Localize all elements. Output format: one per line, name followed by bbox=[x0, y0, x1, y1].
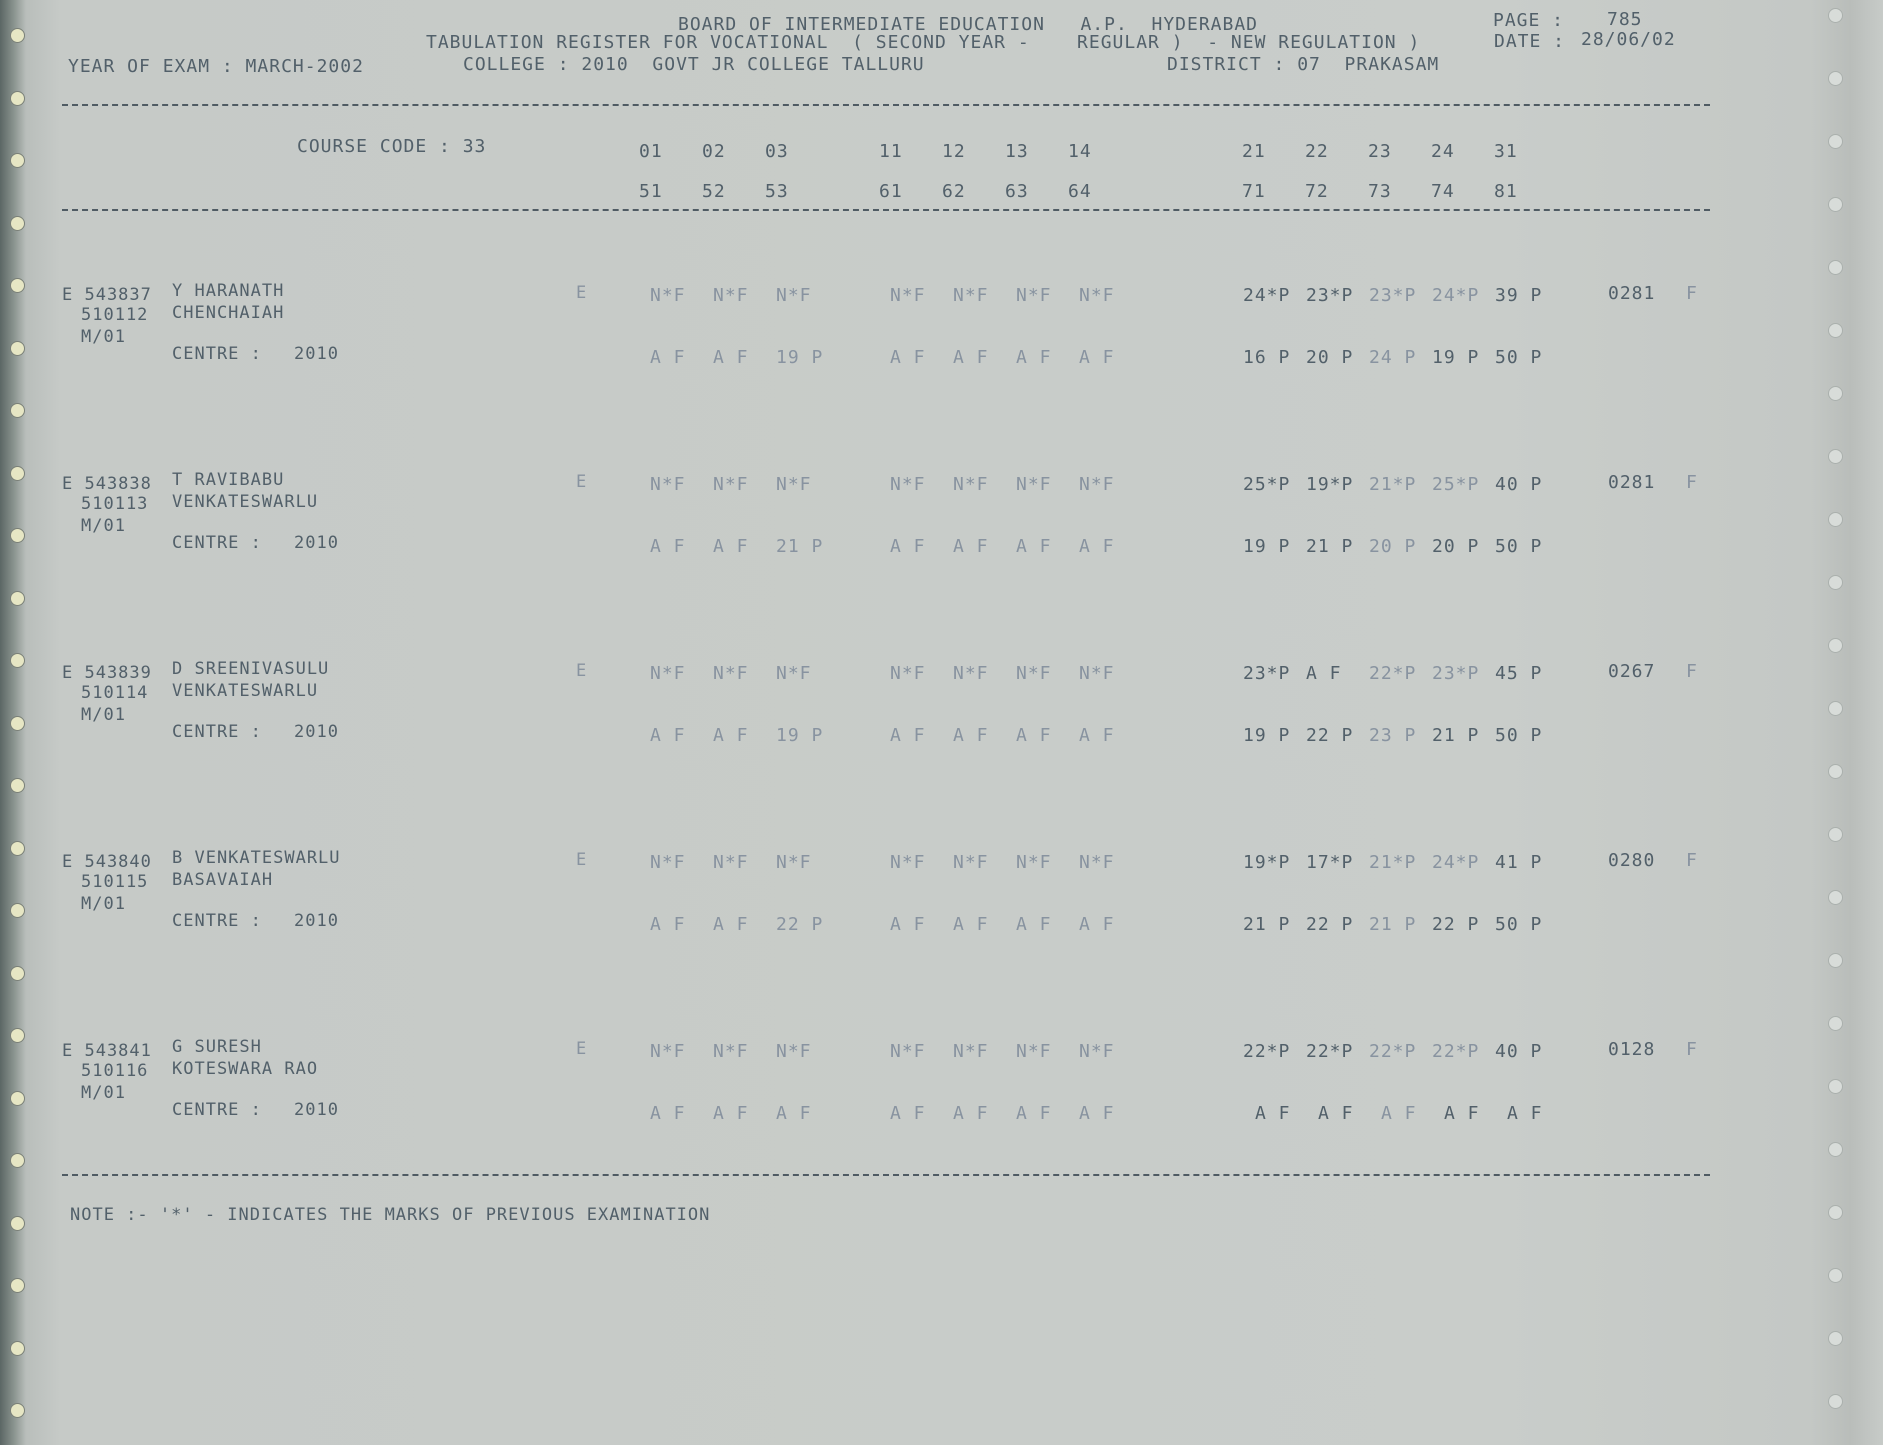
register-title: TABULATION REGISTER FOR VOCATIONAL ( SECOND YEAR - REGULAR ) - NEW REGULATION ) bbox=[426, 32, 1421, 53]
mark-cell: N*F bbox=[1079, 474, 1115, 495]
binder-hole bbox=[10, 1091, 25, 1106]
mark-cell: A F bbox=[1079, 347, 1115, 368]
total-marks: 0281 bbox=[1608, 283, 1656, 304]
mark-cell: N*F bbox=[953, 285, 989, 306]
hall-ticket-number: E 543840 bbox=[62, 852, 152, 872]
mark-cell: 40 P bbox=[1495, 474, 1543, 495]
mark-cell: N*F bbox=[1016, 474, 1052, 495]
result-status: F bbox=[1686, 283, 1698, 304]
binder-hole bbox=[10, 591, 25, 606]
subject-code: 64 bbox=[1068, 181, 1092, 202]
mark-cell: A F bbox=[1381, 1103, 1417, 1124]
mark-cell: A F bbox=[1444, 1103, 1480, 1124]
mark-cell: A F bbox=[953, 725, 989, 746]
perforation-hole bbox=[1828, 197, 1843, 212]
subject-code: 01 bbox=[639, 141, 663, 162]
mark-cell: 50 P bbox=[1495, 725, 1543, 746]
binder-hole bbox=[10, 778, 25, 793]
binder-hole bbox=[10, 466, 25, 481]
total-marks: 0281 bbox=[1608, 472, 1656, 493]
perforation-hole bbox=[1828, 764, 1843, 779]
column-header-divider bbox=[62, 209, 1710, 211]
result-status: F bbox=[1686, 1039, 1698, 1060]
mark-cell: 16 P bbox=[1243, 347, 1291, 368]
category-code: M/01 bbox=[81, 894, 126, 914]
perforation-hole bbox=[1828, 953, 1843, 968]
mark-cell: 23 P bbox=[1369, 725, 1417, 746]
centre-label: CENTRE : bbox=[172, 1100, 262, 1120]
mark-cell: 50 P bbox=[1495, 347, 1543, 368]
mark-cell: 19 P bbox=[776, 725, 824, 746]
mark-cell: 25*P bbox=[1432, 474, 1480, 495]
exam-code: E bbox=[576, 283, 588, 303]
mark-cell: 20 P bbox=[1306, 347, 1354, 368]
mark-cell: A F bbox=[1079, 914, 1115, 935]
mark-cell: 50 P bbox=[1495, 914, 1543, 935]
mark-cell: N*F bbox=[1016, 852, 1052, 873]
subject-code: 62 bbox=[942, 181, 966, 202]
binder-hole bbox=[10, 966, 25, 981]
binder-hole bbox=[10, 1153, 25, 1168]
mark-cell: N*F bbox=[776, 474, 812, 495]
mark-cell: A F bbox=[953, 914, 989, 935]
father-name: BASAVAIAH bbox=[172, 870, 274, 890]
mark-cell: A F bbox=[1079, 725, 1115, 746]
subject-code: 12 bbox=[942, 141, 966, 162]
register-number: 510112 bbox=[81, 305, 149, 325]
perforation-hole bbox=[1828, 701, 1843, 716]
mark-cell: 19*P bbox=[1243, 852, 1291, 873]
subject-code: 02 bbox=[702, 141, 726, 162]
category-code: M/01 bbox=[81, 705, 126, 725]
subject-code: 21 bbox=[1242, 141, 1266, 162]
perforation-hole bbox=[1828, 638, 1843, 653]
mark-cell: N*F bbox=[776, 1041, 812, 1062]
mark-cell: N*F bbox=[1079, 852, 1115, 873]
mark-cell: 22 P bbox=[776, 914, 824, 935]
perforation-hole bbox=[1828, 890, 1843, 905]
mark-cell: A F bbox=[650, 725, 686, 746]
subject-code: 72 bbox=[1305, 181, 1329, 202]
mark-cell: 23*P bbox=[1243, 663, 1291, 684]
mark-cell: 22*P bbox=[1243, 1041, 1291, 1062]
hall-ticket-number: E 543838 bbox=[62, 474, 152, 494]
total-marks: 0267 bbox=[1608, 661, 1656, 682]
mark-cell: A F bbox=[890, 536, 926, 557]
mark-cell: N*F bbox=[776, 852, 812, 873]
binder-hole bbox=[10, 1278, 25, 1293]
mark-cell: 19 P bbox=[776, 347, 824, 368]
mark-cell: N*F bbox=[890, 1041, 926, 1062]
mark-cell: 22*P bbox=[1369, 1041, 1417, 1062]
mark-cell: N*F bbox=[1079, 663, 1115, 684]
centre-code: 2010 bbox=[294, 911, 339, 931]
result-status: F bbox=[1686, 850, 1698, 871]
centre-label: CENTRE : bbox=[172, 911, 262, 931]
subject-code: 81 bbox=[1494, 181, 1518, 202]
mark-cell: 17*P bbox=[1306, 852, 1354, 873]
mark-cell: N*F bbox=[1079, 285, 1115, 306]
perforation-hole bbox=[1828, 1331, 1843, 1346]
mark-cell: N*F bbox=[890, 852, 926, 873]
centre-label: CENTRE : bbox=[172, 344, 262, 364]
binder-hole bbox=[10, 153, 25, 168]
mark-cell: N*F bbox=[953, 852, 989, 873]
father-name: KOTESWARA RAO bbox=[172, 1059, 319, 1079]
page-number: 785 bbox=[1607, 9, 1643, 30]
mark-cell: A F bbox=[713, 914, 749, 935]
mark-cell: N*F bbox=[1016, 1041, 1052, 1062]
centre-code: 2010 bbox=[294, 1100, 339, 1120]
centre-code: 2010 bbox=[294, 722, 339, 742]
binder-hole bbox=[10, 1341, 25, 1356]
mark-cell: 22 P bbox=[1306, 914, 1354, 935]
perforation-hole bbox=[1828, 575, 1843, 590]
subject-code: 51 bbox=[639, 181, 663, 202]
mark-cell: N*F bbox=[650, 663, 686, 684]
binder-hole bbox=[10, 278, 25, 293]
mark-cell: 21 P bbox=[1306, 536, 1354, 557]
perforation-hole bbox=[1828, 260, 1843, 275]
mark-cell: 21 P bbox=[1369, 914, 1417, 935]
subject-code: 24 bbox=[1431, 141, 1455, 162]
mark-cell: 40 P bbox=[1495, 1041, 1543, 1062]
mark-cell: A F bbox=[890, 1103, 926, 1124]
mark-cell: 45 P bbox=[1495, 663, 1543, 684]
board-title: BOARD OF INTERMEDIATE EDUCATION A.P. HYDERABAD bbox=[678, 14, 1259, 35]
mark-cell: 39 P bbox=[1495, 285, 1543, 306]
subject-code: 23 bbox=[1368, 141, 1392, 162]
perforation-hole bbox=[1828, 71, 1843, 86]
student-name: D SREENIVASULU bbox=[172, 659, 330, 679]
category-code: M/01 bbox=[81, 327, 126, 347]
mark-cell: N*F bbox=[1079, 1041, 1115, 1062]
student-name: Y HARANATH bbox=[172, 281, 285, 301]
student-name: G SURESH bbox=[172, 1037, 262, 1057]
binder-hole bbox=[10, 716, 25, 731]
mark-cell: A F bbox=[1016, 536, 1052, 557]
perforation-hole bbox=[1828, 1394, 1843, 1409]
father-name: VENKATESWARLU bbox=[172, 492, 319, 512]
binder-hole bbox=[10, 91, 25, 106]
subject-code: 14 bbox=[1068, 141, 1092, 162]
binder-hole bbox=[10, 653, 25, 668]
subject-code: 11 bbox=[879, 141, 903, 162]
perforation-hole bbox=[1828, 8, 1843, 23]
mark-cell: 23*P bbox=[1306, 285, 1354, 306]
mark-cell: A F bbox=[650, 914, 686, 935]
mark-cell: A F bbox=[1016, 1103, 1052, 1124]
mark-cell: N*F bbox=[713, 1041, 749, 1062]
mark-cell: A F bbox=[953, 536, 989, 557]
page-label: PAGE : bbox=[1493, 10, 1565, 31]
perforation-hole bbox=[1828, 512, 1843, 527]
result-status: F bbox=[1686, 661, 1698, 682]
mark-cell: A F bbox=[650, 1103, 686, 1124]
perforation-hole bbox=[1828, 827, 1843, 842]
student-name: B VENKATESWARLU bbox=[172, 848, 341, 868]
college-info: COLLEGE : 2010 GOVT JR COLLEGE TALLURU bbox=[463, 54, 925, 75]
mark-cell: N*F bbox=[650, 285, 686, 306]
year-of-exam: YEAR OF EXAM : MARCH-2002 bbox=[68, 56, 364, 77]
mark-cell: A F bbox=[953, 347, 989, 368]
district-info: DISTRICT : 07 PRAKASAM bbox=[1167, 54, 1440, 75]
subject-code: 63 bbox=[1005, 181, 1029, 202]
mark-cell: N*F bbox=[953, 1041, 989, 1062]
perforation-hole bbox=[1828, 449, 1843, 464]
binder-hole bbox=[10, 1216, 25, 1231]
mark-cell: A F bbox=[1306, 663, 1342, 684]
exam-code: E bbox=[576, 472, 588, 492]
footnote: NOTE :- '*' - INDICATES THE MARKS OF PREVIOUS EXAMINATION bbox=[70, 1205, 711, 1225]
hall-ticket-number: E 543837 bbox=[62, 285, 152, 305]
perforation-hole bbox=[1828, 1205, 1843, 1220]
mark-cell: A F bbox=[650, 536, 686, 557]
mark-cell: 24*P bbox=[1243, 285, 1291, 306]
perforation-hole bbox=[1828, 1079, 1843, 1094]
exam-code: E bbox=[576, 850, 588, 870]
mark-cell: 21 P bbox=[776, 536, 824, 557]
subject-code: 71 bbox=[1242, 181, 1266, 202]
subject-code: 31 bbox=[1494, 141, 1518, 162]
mark-cell: A F bbox=[713, 347, 749, 368]
centre-label: CENTRE : bbox=[172, 722, 262, 742]
register-number: 510116 bbox=[81, 1061, 149, 1081]
binder-hole bbox=[10, 341, 25, 356]
mark-cell: N*F bbox=[713, 663, 749, 684]
mark-cell: 19 P bbox=[1243, 725, 1291, 746]
mark-cell: A F bbox=[1079, 1103, 1115, 1124]
centre-label: CENTRE : bbox=[172, 533, 262, 553]
father-name: VENKATESWARLU bbox=[172, 681, 319, 701]
binder-hole bbox=[10, 1028, 25, 1043]
total-marks: 0128 bbox=[1608, 1039, 1656, 1060]
register-number: 510113 bbox=[81, 494, 149, 514]
mark-cell: A F bbox=[953, 1103, 989, 1124]
category-code: M/01 bbox=[81, 1083, 126, 1103]
student-name: T RAVIBABU bbox=[172, 470, 285, 490]
mark-cell: 24*P bbox=[1432, 852, 1480, 873]
mark-cell: N*F bbox=[776, 285, 812, 306]
perforation-hole bbox=[1828, 1016, 1843, 1031]
mark-cell: N*F bbox=[650, 1041, 686, 1062]
mark-cell: 19*P bbox=[1306, 474, 1354, 495]
mark-cell: N*F bbox=[890, 285, 926, 306]
exam-code: E bbox=[576, 661, 588, 681]
mark-cell: 41 P bbox=[1495, 852, 1543, 873]
binder-hole bbox=[10, 216, 25, 231]
mark-cell: 24*P bbox=[1432, 285, 1480, 306]
mark-cell: 20 P bbox=[1432, 536, 1480, 557]
mark-cell: N*F bbox=[713, 852, 749, 873]
subject-code: 52 bbox=[702, 181, 726, 202]
mark-cell: 21*P bbox=[1369, 852, 1417, 873]
mark-cell: N*F bbox=[776, 663, 812, 684]
mark-cell: A F bbox=[890, 725, 926, 746]
footer-divider bbox=[62, 1174, 1710, 1176]
mark-cell: N*F bbox=[713, 285, 749, 306]
course-code: COURSE CODE : 33 bbox=[297, 136, 487, 157]
mark-cell: 22*P bbox=[1306, 1041, 1354, 1062]
father-name: CHENCHAIAH bbox=[172, 303, 285, 323]
subject-code: 74 bbox=[1431, 181, 1455, 202]
centre-code: 2010 bbox=[294, 533, 339, 553]
subject-code: 73 bbox=[1368, 181, 1392, 202]
mark-cell: 22*P bbox=[1369, 663, 1417, 684]
header-divider bbox=[62, 104, 1710, 106]
register-number: 510115 bbox=[81, 872, 149, 892]
mark-cell: A F bbox=[776, 1103, 812, 1124]
mark-cell: A F bbox=[1016, 725, 1052, 746]
mark-cell: N*F bbox=[890, 663, 926, 684]
binder-hole bbox=[10, 528, 25, 543]
category-code: M/01 bbox=[81, 516, 126, 536]
mark-cell: 22*P bbox=[1432, 1041, 1480, 1062]
print-date: 28/06/02 bbox=[1581, 29, 1676, 50]
subject-code: 13 bbox=[1005, 141, 1029, 162]
binder-hole bbox=[10, 1403, 25, 1418]
mark-cell: N*F bbox=[953, 663, 989, 684]
mark-cell: N*F bbox=[650, 852, 686, 873]
mark-cell: A F bbox=[1079, 536, 1115, 557]
mark-cell: 22 P bbox=[1432, 914, 1480, 935]
mark-cell: A F bbox=[890, 914, 926, 935]
hall-ticket-number: E 543841 bbox=[62, 1041, 152, 1061]
exam-code: E bbox=[576, 1039, 588, 1059]
mark-cell: 21 P bbox=[1432, 725, 1480, 746]
subject-code: 03 bbox=[765, 141, 789, 162]
mark-cell: A F bbox=[1016, 347, 1052, 368]
total-marks: 0280 bbox=[1608, 850, 1656, 871]
mark-cell: 50 P bbox=[1495, 536, 1543, 557]
mark-cell: 23*P bbox=[1432, 663, 1480, 684]
mark-cell: A F bbox=[1507, 1103, 1543, 1124]
register-number: 510114 bbox=[81, 683, 149, 703]
mark-cell: A F bbox=[890, 347, 926, 368]
mark-cell: 21*P bbox=[1369, 474, 1417, 495]
binder-hole bbox=[10, 903, 25, 918]
mark-cell: A F bbox=[713, 1103, 749, 1124]
mark-cell: 24 P bbox=[1369, 347, 1417, 368]
perforation-hole bbox=[1828, 1142, 1843, 1157]
mark-cell: A F bbox=[1255, 1103, 1291, 1124]
perforation-hole bbox=[1828, 134, 1843, 149]
centre-code: 2010 bbox=[294, 344, 339, 364]
mark-cell: N*F bbox=[1016, 663, 1052, 684]
perforation-hole bbox=[1828, 323, 1843, 338]
subject-code: 53 bbox=[765, 181, 789, 202]
perforation-hole bbox=[1828, 1268, 1843, 1283]
mark-cell: 20 P bbox=[1369, 536, 1417, 557]
binder-hole bbox=[10, 841, 25, 856]
mark-cell: A F bbox=[713, 536, 749, 557]
result-status: F bbox=[1686, 472, 1698, 493]
mark-cell: A F bbox=[650, 347, 686, 368]
subject-code: 61 bbox=[879, 181, 903, 202]
mark-cell: 19 P bbox=[1432, 347, 1480, 368]
mark-cell: 19 P bbox=[1243, 536, 1291, 557]
binder-hole bbox=[10, 403, 25, 418]
perforation-hole bbox=[1828, 386, 1843, 401]
mark-cell: N*F bbox=[713, 474, 749, 495]
mark-cell: N*F bbox=[650, 474, 686, 495]
mark-cell: 22 P bbox=[1306, 725, 1354, 746]
mark-cell: A F bbox=[1016, 914, 1052, 935]
mark-cell: N*F bbox=[890, 474, 926, 495]
subject-code: 22 bbox=[1305, 141, 1329, 162]
mark-cell: 23*P bbox=[1369, 285, 1417, 306]
date-label: DATE : bbox=[1494, 31, 1566, 52]
binder-hole bbox=[10, 28, 25, 43]
mark-cell: N*F bbox=[1016, 285, 1052, 306]
mark-cell: A F bbox=[713, 725, 749, 746]
hall-ticket-number: E 543839 bbox=[62, 663, 152, 683]
mark-cell: A F bbox=[1318, 1103, 1354, 1124]
mark-cell: 25*P bbox=[1243, 474, 1291, 495]
mark-cell: 21 P bbox=[1243, 914, 1291, 935]
mark-cell: N*F bbox=[953, 474, 989, 495]
